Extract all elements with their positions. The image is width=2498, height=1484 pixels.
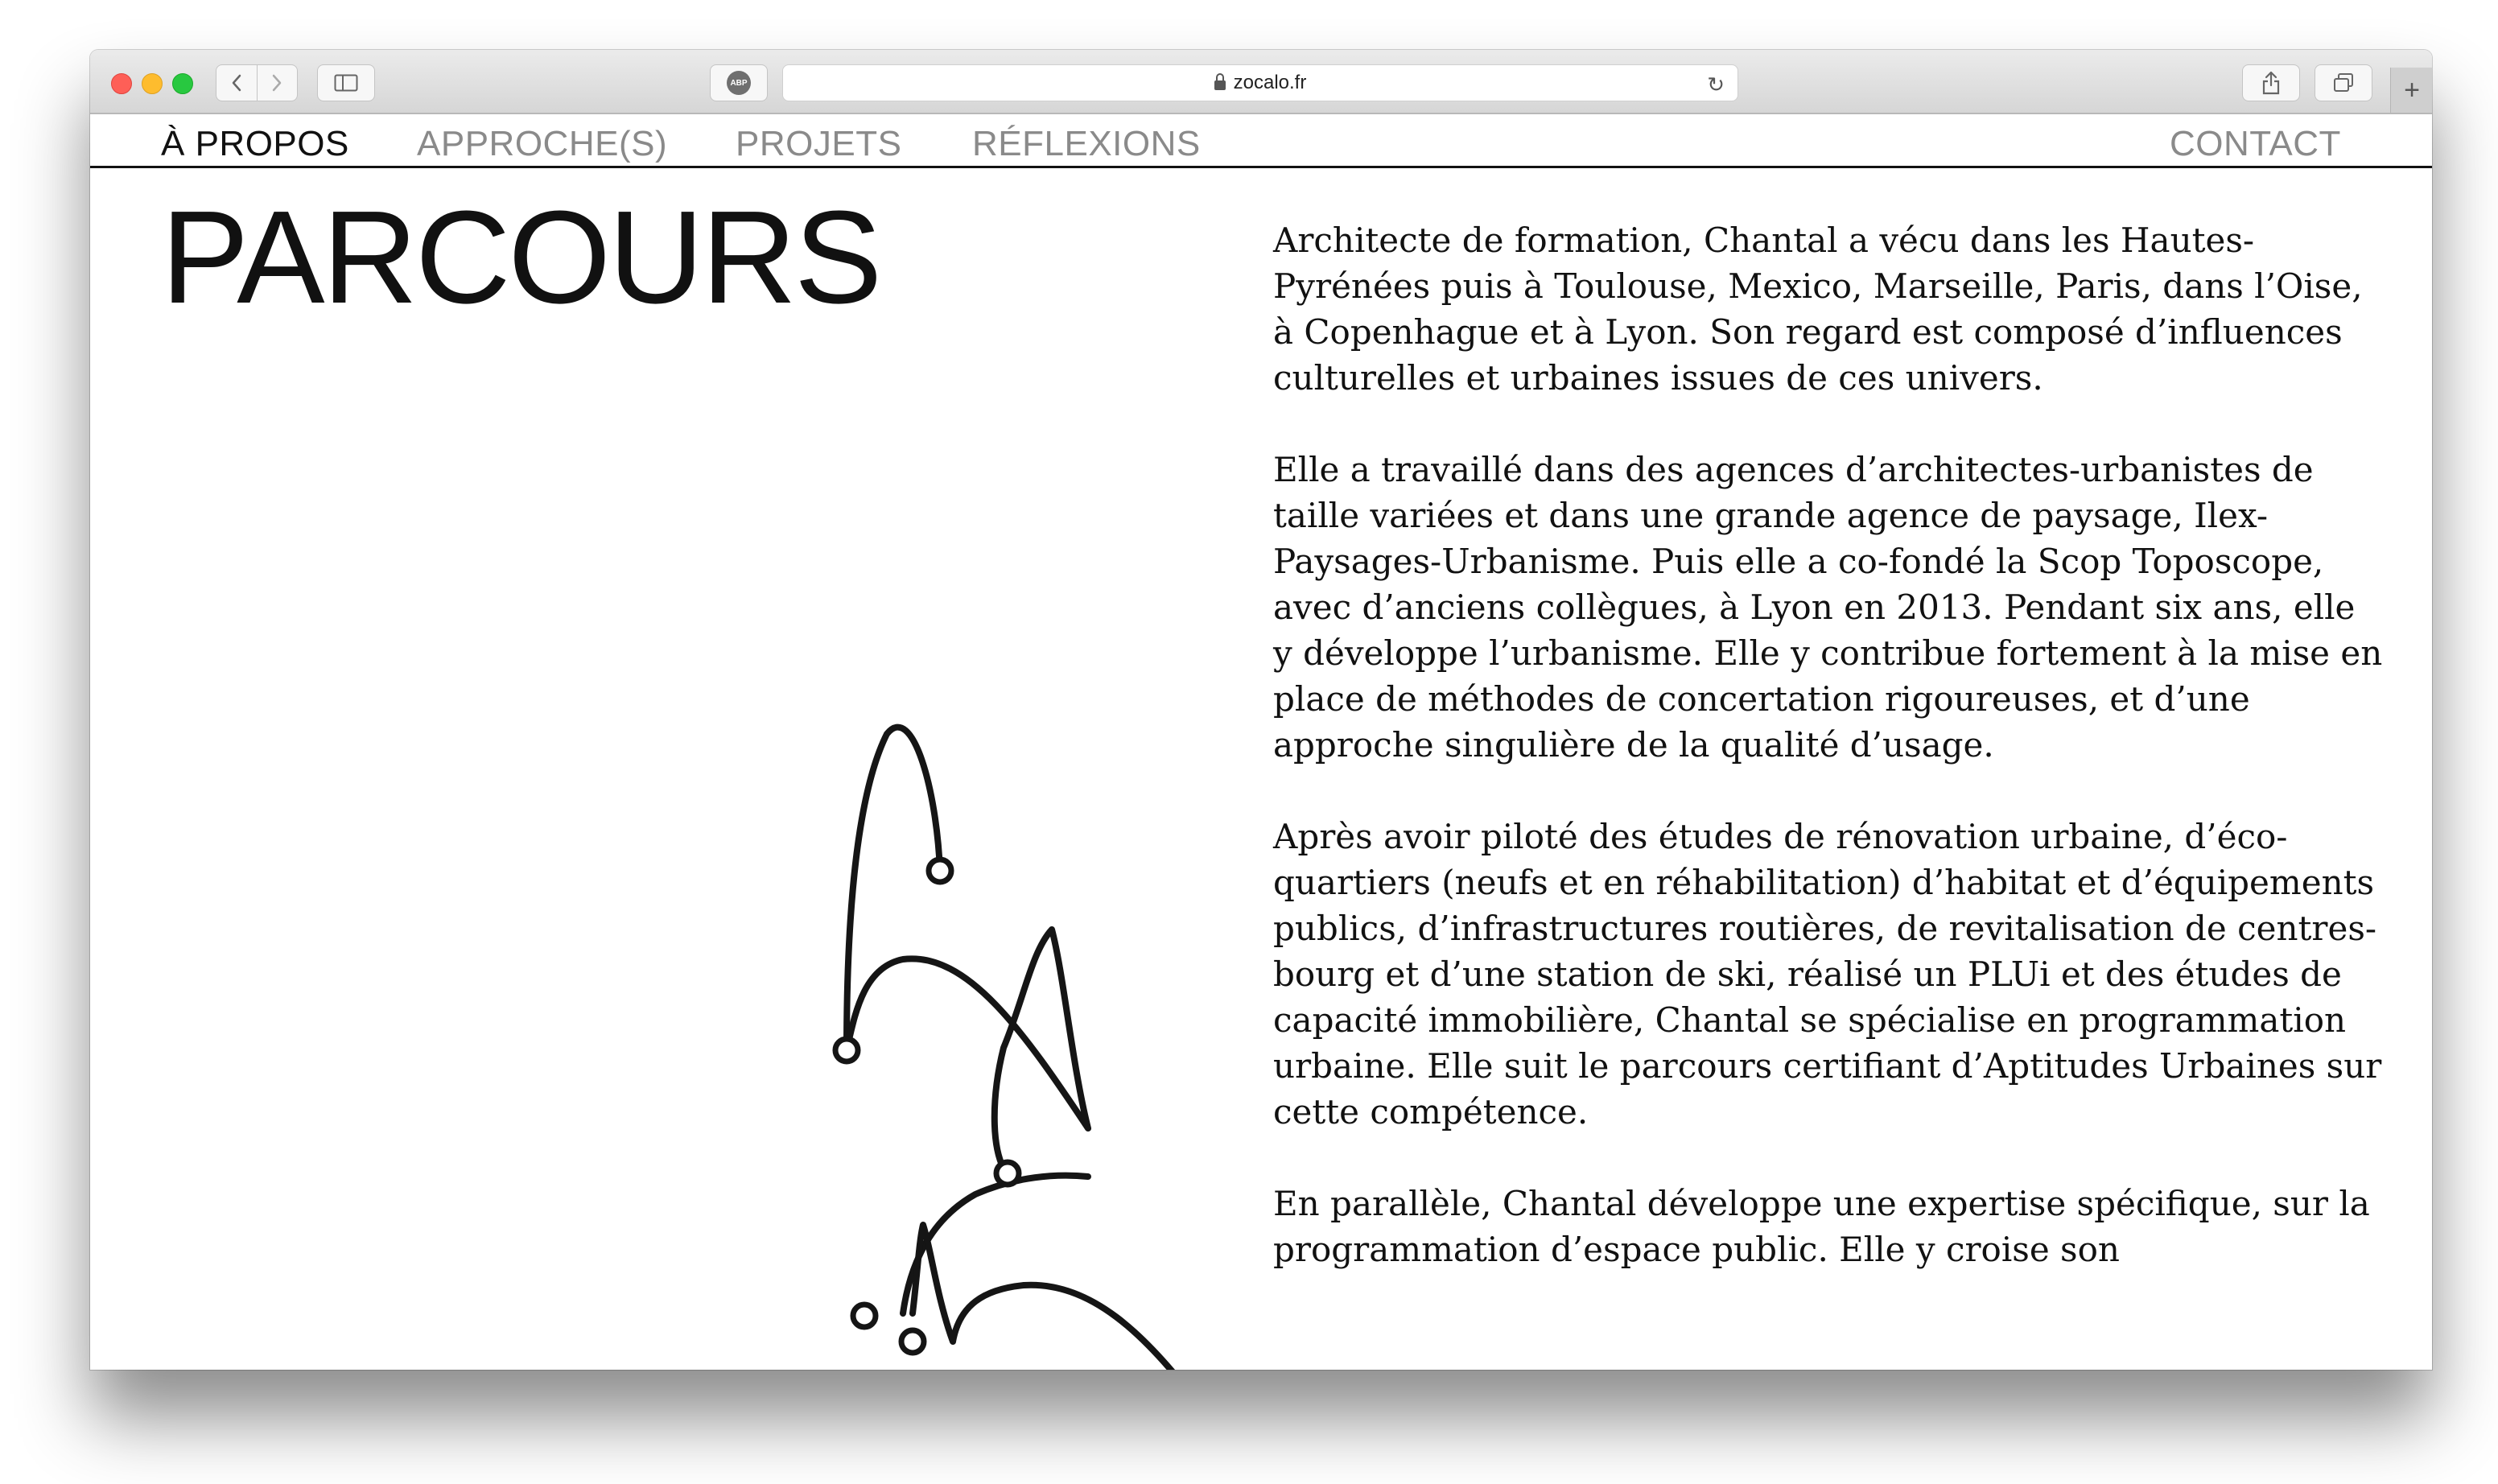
nav-link-projets[interactable]: PROJETS xyxy=(736,124,902,163)
biography-text xyxy=(1273,217,2384,1318)
history-nav-group xyxy=(216,64,298,101)
sidebar-toggle-button[interactable] xyxy=(317,64,375,101)
nav-link-approches[interactable]: APPROCHE(S) xyxy=(417,124,668,163)
share-button[interactable] xyxy=(2242,64,2300,101)
zoom-window-button[interactable] xyxy=(172,73,193,94)
forward-button[interactable] xyxy=(257,65,298,101)
minimize-window-button[interactable] xyxy=(142,73,163,94)
bio-paragraph: Architecte de formation, Chantal a vécu dans les Hautes-Pyrénées puis à Toulouse, Mexico, Marseille, Paris, dans l’Oise, à Copenhague et à Lyon. Son regard est composé d’influences culturelles et urbaines issues de ces univers. xyxy=(1273,221,2363,398)
address-bar[interactable] xyxy=(782,64,1738,101)
adblock-button[interactable] xyxy=(710,64,768,101)
back-button[interactable] xyxy=(216,65,257,101)
chevron-left-icon xyxy=(231,73,242,93)
browser-window xyxy=(90,50,2432,1370)
browser-toolbar xyxy=(90,50,2432,114)
nav-link-a-propos[interactable]: À PROPOS xyxy=(161,124,349,163)
bio-paragraph: En parallèle, Chantal développe une expertise spécifique, sur la programmation d’espace public. Elle y croise son xyxy=(1273,1184,2370,1269)
lock-icon xyxy=(1214,80,1226,90)
adblock-icon: ABP xyxy=(727,71,751,95)
new-tab-button[interactable] xyxy=(2390,68,2432,113)
page-title: PARCOURS xyxy=(161,183,880,331)
url-text: zocalo.fr xyxy=(1233,72,1307,93)
nav-link-reflexions[interactable]: RÉFLEXIONS xyxy=(972,124,1201,163)
chevron-right-icon xyxy=(271,73,282,93)
hand-drawn-route-illustration xyxy=(726,662,1257,1370)
tab-overview-button[interactable] xyxy=(2315,64,2372,101)
bio-paragraph: Elle a travaillé dans des agences d’architectes-urbanistes de taille variées et dans une grande agence de paysage, Ilex-Paysages-Urbanisme. Puis elle a co-fondé la Scop Toposcope, avec d’anciens collègues, à Lyon en 2013. Pendant six ans, elle y développe l’urbanisme. Elle y contribue fortement à la mise en place de méthodes de concertation rigoureuses, et d’une approche singulière de la qualité d’usage. xyxy=(1273,450,2383,765)
site-navigation xyxy=(90,114,2432,168)
tabs-icon xyxy=(2333,72,2354,93)
plus-icon: + xyxy=(2404,74,2420,105)
bio-paragraph: Après avoir piloté des études de rénovation urbaine, d’éco-quartiers (neufs et en réhabilitation) d’habitat et d’équipements publics, d’infrastructures routières, de revitalisation de centres-bourg et d’une station de ski, réalisé un PLUi et des études de capacité immobilière, Chantal se spécialise en programmation urbaine. Elle suit le parcours certifiant d’Aptitudes Urbaines sur cette compétence. xyxy=(1273,817,2382,1132)
reload-icon[interactable]: ↻ xyxy=(1707,72,1725,97)
close-window-button[interactable] xyxy=(111,73,132,94)
share-icon xyxy=(2261,71,2281,95)
nav-link-contact[interactable]: CONTACT xyxy=(2170,124,2341,163)
sidebar-icon xyxy=(334,74,358,92)
